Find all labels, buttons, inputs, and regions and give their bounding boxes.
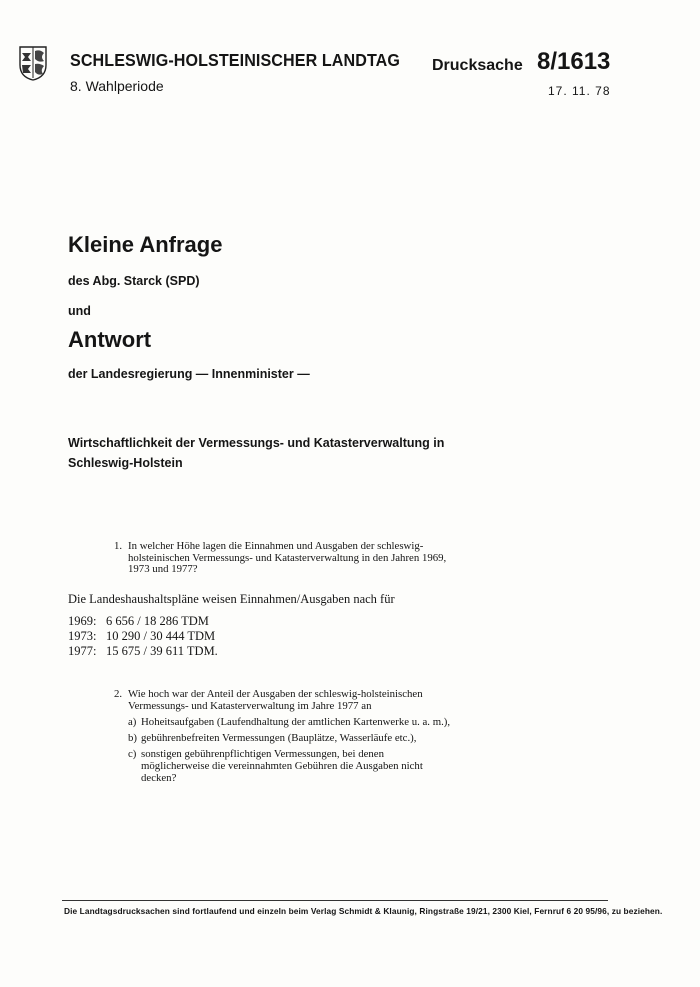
sub-item-text: Hoheitsaufgaben (Laufendhaltung der amtlichen Kartenwerke u. a. m.), [141,716,451,728]
answer-row [68,644,218,659]
question-text: Wie hoch war der Anteil der Ausgaben der schleswig-holsteinischen Vermessungs- und Katasterverwaltung im Jahre 1977 an [128,688,423,712]
question-number: 2. [114,688,123,700]
sub-item [128,732,454,744]
answer-year: 1977: [68,644,97,658]
document-date: 17. 11. 78 [548,84,611,98]
question-number: 1. [114,540,123,552]
answer-year: 1973: [68,629,97,643]
author-line: des Abg. Starck (SPD) [68,274,200,288]
sub-item-label: c) [128,748,137,760]
parliament-name: SCHLESWIG-HOLSTEINISCHER LANDTAG [70,50,401,70]
und-line: und [68,304,91,318]
heading-kleine-anfrage: Kleine Anfrage [68,232,223,257]
sub-item-text: sonstigen gebührenpflichtigen Vermessungen, bei denen möglicherweise die vereinnahmten Gebühren die Ausgaben nicht decken? [141,748,423,784]
sub-item [128,748,454,784]
answer-year: 1969: [68,614,97,628]
legislative-period: 8. Wahlperiode [70,78,164,94]
question-1 [114,541,454,576]
footer-note: Die Landtagsdrucksachen sind fortlaufend und einzeln beim Verlag Schmidt & Klaunig, Ringstraße 19/21, 2300 Kiel, Fernruf 6 20 95/96, zu beziehen. [64,906,663,916]
topic-line-2: Schleswig-Holstein [68,456,183,470]
sub-item-label: a) [128,716,137,728]
topic-line-1: Wirtschaftlichkeit der Vermessungs- und Katasterverwaltung in [68,436,445,450]
question-text: In welcher Höhe lagen die Einnahmen und Ausgaben der schleswig-holsteinischen Vermessungs- und Katasterverwaltung in den Jahren 1969, 1973 und 1977? [128,540,447,575]
answer-values: 10 290 / 30 444 TDM [106,629,216,643]
footer-divider [62,900,608,901]
coat-of-arms-icon [18,45,48,81]
respondent-line: der Landesregierung — Innenminister — [68,367,310,381]
answer-1-intro: Die Landeshaushaltspläne weisen Einnahmen/Ausgaben nach für [68,592,395,606]
sub-item [128,716,454,728]
document-label: Drucksache [432,57,523,74]
answer-row [68,629,215,644]
question-2 [114,688,454,784]
answer-values: 15 675 / 39 611 TDM. [106,644,218,658]
sub-item-label: b) [128,732,137,744]
heading-antwort: Antwort [68,327,152,352]
answer-values: 6 656 / 18 286 TDM [106,614,209,628]
sub-item-text: gebührenbefreiten Vermessungen (Bauplätze, Wasserläufe etc.), [141,732,417,744]
document-number: 8/1613 [537,48,611,75]
answer-row [68,614,209,629]
